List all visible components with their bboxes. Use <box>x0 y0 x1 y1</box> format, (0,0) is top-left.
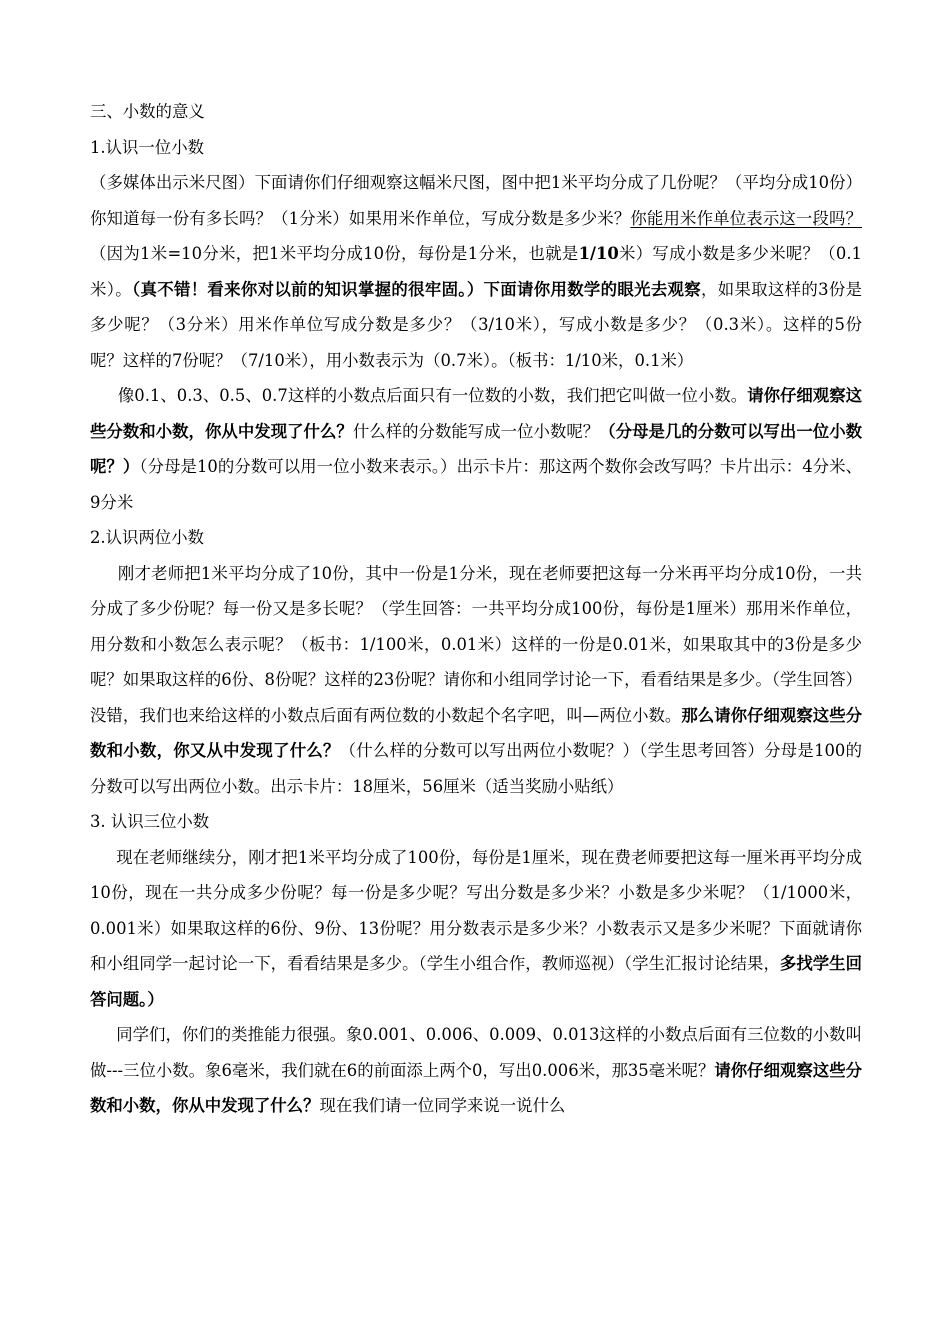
text-run: ，如果取这样的3份是多少呢？（3分米）用米作单位写成分数是多少？（3/10米），写成小数是多少？（0.3米）。这样的5份呢？这样的7份呢？（7/10米），用小数表示为（0.7米）。（板书：1/10米，0.1米） <box>90 279 862 370</box>
text-run: （多媒体出示米尺图）下面请你们仔细观察这幅米尺图，图中把1米平均分成了几份呢？（平均分成10份）你知道每一份有多长吗？（1分米）如果用米作单位，写成分数是多少米？ <box>90 173 862 228</box>
text-run: 现在我们请一位同学来说一说什么 <box>319 1096 566 1115</box>
bold-text: 那么请你仔细观察这些分数和小数，你又从中发现了什么？ <box>90 705 863 760</box>
text-run: （什么样的分数可以写出两位小数呢？）（学生思考回答）分母是100的分数可以写出两位小数。出示卡片：18厘米，56厘米（适当奖励小贴纸） <box>90 741 862 796</box>
subsection-title-2: 2.认识两位小数 <box>90 528 204 547</box>
bold-text: （分母是几的分数可以写出一位小数呢？） <box>90 421 863 476</box>
text-run: 什么样的分数能写成一位小数呢？ <box>352 421 600 441</box>
text-run: 现在老师继续分，刚才把1米平均分成了100份，每份是1厘米，现在费老师要把这每一厘米再平均分成10份，现在一共分成多少份呢？每一份是多少呢？写出分数是多少米？小数是多少米呢？（1/1000米，0.001米）如果取这样的6份、9份、13份呢？用分数表示是多少米？小数表示又是多少米呢？下面就请你和小组同学一起讨论一下，看看结果是多少。（学生小组合作，教师巡视）（学生汇报讨论结果， <box>90 847 862 973</box>
bold-text: 请你仔细观察这些分数和小数，你从中发现了什么？ <box>90 386 863 441</box>
subsection-title-1: 1.认识一位小数 <box>90 137 204 157</box>
paragraph-2-1 <box>90 556 862 805</box>
paragraph-3-1 <box>90 840 862 1018</box>
subsection-title-3: 3. 认识三位小数 <box>90 812 210 831</box>
text-run: 米）写成小数是多少米呢？（0.1米）。 <box>90 244 862 299</box>
text-run: 刚才老师把1米平均分成了10份，其中一份是1分米，现在老师要把这每一分米再平均分成10份，一共分成了多少份呢？每一份又是多长呢？（学生回答：一共平均分成100份，每份是1厘米）那用米作单位，用分数和小数怎么表示呢？（板书：1/100米，0.01米）这样的一份是0.01米，如果取其中的3份是多少呢？如果取这样的6份、8份呢？这样的23份呢？请你和小组同学讨论一下，看看结果是多少。（学生回答）没错，我们也来给这样的小数点后面有两位数的小数起个名字吧，叫—两位小数。 <box>90 563 862 725</box>
underlined-text: 你能用米作单位表示这一段吗？ <box>630 208 862 228</box>
bold-text: 请你仔细观察这些分数和小数，你从中发现了什么？ <box>90 1060 862 1115</box>
bold-text: 多找学生回答问题。） <box>90 954 862 1009</box>
text-run: （分母是10的分数可以用一位小数来表示。）出示卡片：那这两个数你会改写吗？卡片出示：4分米、9分米 <box>90 457 862 512</box>
paragraph-1-1 <box>90 165 862 378</box>
bold-text: （真不错！看来你对以前的知识掌握的很牢固。）下面请你用数学的眼光去观察 <box>131 279 702 299</box>
paragraph-1-2 <box>90 378 862 520</box>
text-run: 同学们，你们的类推能力很强。象0.001、0.006、0.009、0.013这样的小数点后面有三位数的小数叫做---三位小数。象6毫米，我们就在6的前面添上两个0，写出0.006米，那35毫米呢？ <box>90 1025 862 1080</box>
text-run: 像0.1、0.3、0.5、0.7这样的小数点后面只有一位数的小数，我们把它叫做一位小数。 <box>117 386 748 405</box>
text-run: （因为1米=10分米，把1米平均分成10份，每份是1分米，也就是 <box>90 244 579 263</box>
section-title: 三、小数的意义 <box>90 102 205 121</box>
paragraph-3-2 <box>90 1017 862 1124</box>
bold-text: 1/10 <box>578 244 619 263</box>
document-page <box>90 94 862 1124</box>
